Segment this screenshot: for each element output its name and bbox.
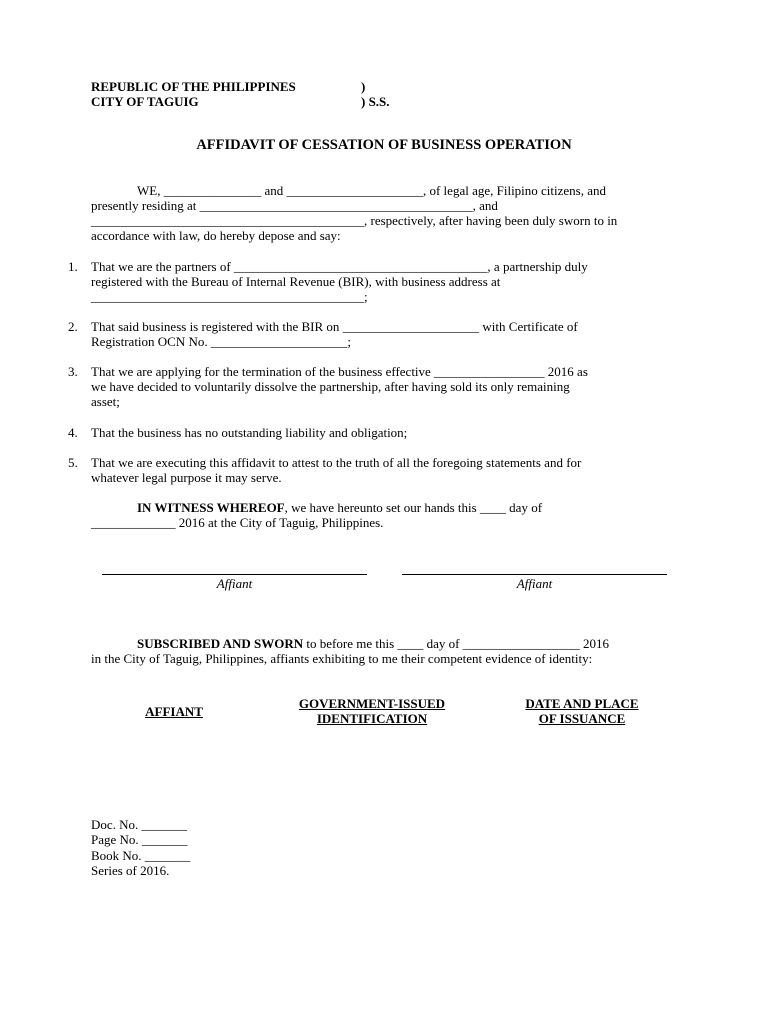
witness-line-2: _____________ 2016 at the City of Taguig, Philippines. [91,515,384,530]
header-date-place-line-1: DATE AND PLACE [525,696,639,711]
intro-line-4: accordance with law, do hereby depose and say: [91,228,341,243]
venue-republic: REPUBLIC OF THE PHILIPPINES [91,79,296,94]
doc-no: Doc. No. _______ [91,817,188,832]
intro-line-3: __________________________________________, respectively, after having been duly sworn to in [91,213,618,228]
jurat-line-1 [137,636,609,651]
header-gov-id-line-2: IDENTIFICATION [316,711,428,726]
header-date-place-line-2: OF ISSUANCE [538,711,626,726]
item-1-line: __________________________________________; [91,289,368,304]
witness-rest: , we have hereunto set our hands this ____ day of [284,500,543,515]
page-no: Page No. _______ [91,832,188,847]
jurat-rest: to before me this ____ day of __________________ 2016 [303,636,609,651]
intro-line-2: presently residing at __________________________________________, and [91,198,498,213]
item-3-line: asset; [91,394,120,409]
header-gov-id-line-1: GOVERNMENT-ISSUED [298,696,446,711]
signature-caption: Affiant [216,576,253,591]
item-4-line: That the business has no outstanding liability and obligation; [91,425,408,440]
witness-lead: IN WITNESS WHEREOF [137,500,285,515]
jurat-lead: SUBSCRIBED AND SWORN [137,636,304,651]
item-3-line: we have decided to voluntarily dissolve the partnership, after having sold its only remaining [91,379,570,394]
header-affiant: AFFIANT [145,704,203,719]
jurat-line-2: in the City of Taguig, Philippines, affiants exhibiting to me their competent evidence of identity: [91,651,593,666]
item-1-line: registered with the Bureau of Internal Revenue (BIR), with business address at [91,274,501,289]
item-2-line: Registration OCN No. _____________________; [91,334,351,349]
series: Series of 2016. [91,863,170,878]
item-2-line: That said business is registered with the BIR on _____________________ with Certificate of [91,319,578,334]
venue-ss: ) S.S. [361,94,390,109]
signature-line [102,574,367,575]
item-3-line: That we are applying for the termination of the business effective _________________ 2016 as [91,364,588,379]
witness-line-1 [137,500,542,515]
item-number: 5. [68,455,78,470]
intro-line-1: WE, _______________ and _____________________, of legal age, Filipino citizens, and [137,183,607,198]
document-title: AFFIDAVIT OF CESSATION OF BUSINESS OPERATION [196,137,572,153]
venue-city: CITY OF TAGUIG [91,94,199,109]
signature-caption: Affiant [516,576,553,591]
item-number: 4. [68,425,78,440]
item-1-line: That we are the partners of _______________________________________, a partnership duly [91,259,588,274]
item-5-line: That we are executing this affidavit to attest to the truth of all the foregoing statements and for [91,455,582,470]
book-no: Book No. _______ [91,848,191,863]
item-number: 2. [68,319,78,334]
item-5-line: whatever legal purpose it may serve. [91,470,282,485]
signature-line [402,574,667,575]
item-number: 3. [68,364,78,379]
item-number: 1. [68,259,78,274]
venue-paren: ) [361,79,366,94]
